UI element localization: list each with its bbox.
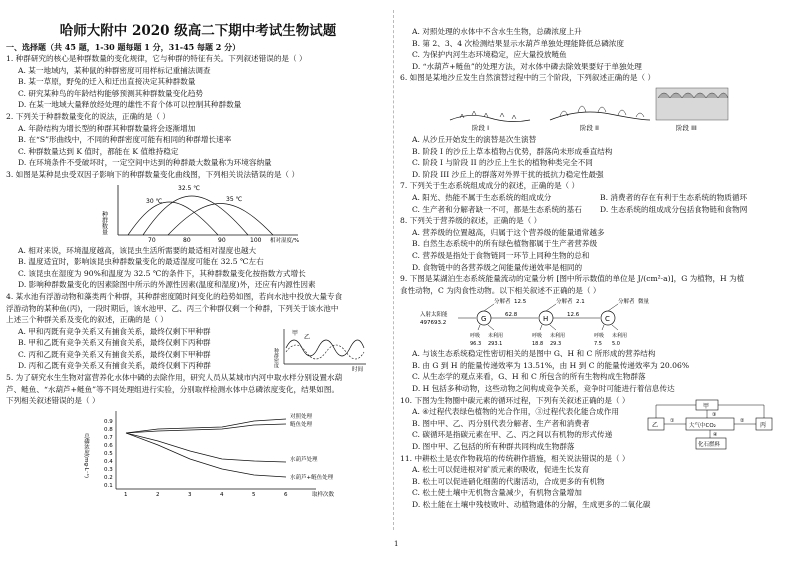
q5-ytick: 0.2 <box>104 474 113 481</box>
flow-value-gh: 62.8 <box>505 312 518 319</box>
q11-option-d: D. 松土能在土壤中残枝败叶、动植物遗体的分解，生成更多的二氧化碳 <box>412 500 651 509</box>
q4-ylabel: 种群密度 <box>273 347 279 368</box>
q5-figure <box>6 407 390 499</box>
q4-xlabel: 时间 <box>352 366 364 373</box>
q4-curve-yi <box>286 345 364 359</box>
stage-3-drawing <box>656 88 728 132</box>
q9-stem-line2: 食性动物，C 为肉食性动物。以下相关叙述不正确的是（ ） <box>400 285 601 295</box>
q5-yticks <box>104 419 113 489</box>
q5-ytick: 0.1 <box>104 482 113 489</box>
q5-xtick: 3 <box>188 491 192 498</box>
q9-figure <box>400 296 788 348</box>
loss-arrow <box>612 325 618 330</box>
q8-option-a: A. 营养级的位置越高，归属于这个营养级的能量通常越多 <box>412 227 605 237</box>
q3-option-b: B. 温度适宜时，影响该昆虫种群数量变化的最适湿度可能在 32.5 ℃左右 <box>18 257 264 267</box>
q6-option-c: C. 阶段 I 与阶段 II 的沙丘上生长的植物种类完全不同 <box>412 158 593 168</box>
shrub-marks <box>560 106 644 117</box>
loss-label: 呼吸 <box>532 333 543 340</box>
stage-1-drawing <box>450 111 530 132</box>
q9-option-a: A. 与该生态系统稳定性密切相关的是图中 G、H 和 C 所形成的营养结构 <box>412 349 656 359</box>
q6-figure <box>400 84 788 134</box>
decomp-label: 分解者 <box>618 299 635 306</box>
loss-arrow <box>478 325 480 330</box>
q4-curve-jia <box>286 340 364 356</box>
q11-option-c: C. 松土使土壤中无机物含量减少，有机物含量增加 <box>412 488 582 498</box>
box-jia-label: 甲 <box>703 403 710 411</box>
loss-arrow <box>550 325 556 330</box>
loss-label: 未利用 <box>488 333 504 340</box>
loss-value: 293.1 <box>488 341 503 348</box>
decomp-label: 分解者 <box>494 299 511 306</box>
q5-xlabel: 取样次数 <box>312 491 335 498</box>
node-c-label: C <box>605 315 610 324</box>
q3-figure <box>6 181 390 245</box>
q5-ytick: 0.9 <box>104 418 113 425</box>
q5-stem-line3: 下列相关叙述错误的是（ ） <box>6 396 100 406</box>
q9-option-b: B. 由 G 到 H 的能量传递效率为 13.51%，由 H 到 C 的能量传递效率为 20.06% <box>412 360 690 370</box>
q5-xtick: 2 <box>156 491 160 498</box>
node-g-label: G <box>481 315 487 324</box>
q2-option-c: C. 种群数量达到 K 值时，都能在 K 值维持稳定 <box>18 146 179 156</box>
q1-option-a: A. 某一地域内，某种鼠的种群密度可用样标记重捕法调查 <box>18 65 211 75</box>
q5-xtick: 4 <box>220 491 224 498</box>
q9-option-c: C. 从生态学的观点来看，G、H 和 C 所包含的所有生物构成生物群落 <box>412 372 646 382</box>
grass-marks <box>460 111 516 119</box>
q9-energy-flow-svg <box>420 296 720 348</box>
q4-stem-line3: 上述三个种群关系及变化的叙述，正确的是（ ） <box>6 315 168 325</box>
decomp-value: 12.5 <box>514 299 527 306</box>
q3-curve-label-30: 30 ℃ <box>146 197 163 205</box>
loss-value: 18.8 <box>532 341 544 348</box>
q2-option-d: D. 在环境条件不受破坏时，一定空间中达到的种群最大数量称为环境容纳量 <box>18 158 272 168</box>
q4-label-jia: 甲 <box>292 329 299 337</box>
box-co2-label: 大气中CO₂ <box>689 423 716 430</box>
q5-series-label: 水葫芦处理 <box>290 456 318 463</box>
q10-carbon-cycle-figure <box>646 398 786 452</box>
loss-value: 96.3 <box>470 341 482 348</box>
q1-option-c: C. 研究某种鸟的年龄结构能够预测其种群数量变化趋势 <box>18 88 204 98</box>
q8-stem: 8. 下列关于营养级的叙述，正确的是（ ） <box>400 216 542 226</box>
q3-option-c: C. 该昆虫在湿度为 90%和温度为 32.5 ℃的条件下，其种群数量变化按指数方式增长 <box>18 268 306 278</box>
q3-tick-100: 100 <box>250 236 262 244</box>
q10-option-d: D. 图中甲、乙包括的所有种群共同构成生物群落 <box>412 442 575 452</box>
q10-stem: 10. 下图为生物圈中碳元素的循环过程，下列有关叙述正确的是（ ） <box>400 395 630 405</box>
q6-stem: 6. 如图是某地沙丘发生自然演替过程中的三个阶段，下列叙述正确的是（ ） <box>400 73 656 83</box>
cycle-mark: ② <box>740 418 745 425</box>
q11-option-b: B. 松土可以促进硝化细菌的代谢活动，合成更多的有机物 <box>412 476 605 486</box>
q5-xtick: 6 <box>284 491 288 498</box>
q4-option-b: B. 甲和乙既有竞争关系又有捕食关系，最终仅剩下丙种群 <box>18 338 211 348</box>
q7-option-d: D. 生态系统的组成成分包括食物链和食物网 <box>600 204 748 214</box>
q1-option-b: B. 某一草原，野兔的迁入和迁出直接决定其种群数量 <box>18 77 196 87</box>
q4-option-d: D. 丙和乙既有竞争关系又有捕食关系，最终仅剩下丙种群 <box>18 361 211 371</box>
q5-xtick: 1 <box>124 491 128 498</box>
q11-stem: 11. 中耕松土是农作物栽培的传统耕作措施，相关说法错误的是（ ） <box>400 453 630 463</box>
decomp-label: 分解者 <box>556 299 573 306</box>
flow-value-hc: 12.6 <box>567 312 580 319</box>
q5-series-label: 鲢鱼处理 <box>290 421 313 428</box>
q4-options-block <box>6 326 390 372</box>
q10-option-b: B. 图中甲、乙、丙分别代表分解者、生产者和消费者 <box>412 418 590 428</box>
q5-ytick: 0.6 <box>104 442 113 449</box>
q4-stem-line2: 浮游动物的某种鱼(丙)，一段时期后，该水池甲、乙、丙三个种群仅剩一个种群，下列关于该水池中 <box>6 303 339 313</box>
q5-line-water-hyacinth <box>126 433 286 462</box>
q5-stem-line1: 5. 为了研究水生生物对富营养化水体中磷的去除作用，研究人员从某城市内河中取水样分别设置水葫 <box>6 373 343 383</box>
loss-label: 呼吸 <box>594 333 605 340</box>
q4-option-c: C. 丙和乙既有竞争关系又有捕食关系，最终仅剩下甲种群 <box>18 349 211 359</box>
q5-xtick: 5 <box>252 491 256 498</box>
loss-arrow <box>488 325 494 330</box>
box-yi-label: 乙 <box>652 422 659 430</box>
q8-option-c: C. 营养级是指处于食物链同一环节上同种生物的总和 <box>412 250 590 260</box>
q5-line-control <box>126 419 286 433</box>
q4-figure <box>274 326 374 372</box>
q10-option-c: C. 碳循环是指碳元素在甲、乙、丙之间以有机物的形式传递 <box>412 430 613 440</box>
loss-arrow <box>602 325 604 330</box>
q3-curve-label-35: 35 ℃ <box>226 195 243 203</box>
decomp-value: 2.1 <box>576 299 585 306</box>
q5-ylabel: 总磷浓度(mg·L⁻¹) <box>83 432 89 478</box>
q7-option-b: B. 消费者的存在有利于生态系统的物质循环 <box>600 192 748 202</box>
q3-tick-70: 70 <box>148 236 156 244</box>
q5-series-label: 对照处理 <box>290 413 313 420</box>
q2-option-a: A. 年龄结构为增长型的种群其种群数量将会逐渐增加 <box>18 123 196 133</box>
right-column <box>400 26 788 511</box>
forest-block <box>656 88 728 120</box>
loss-value: 7.5 <box>594 341 602 348</box>
column-divider <box>393 10 394 530</box>
cycle-mark: ④ <box>713 432 718 439</box>
decomp-arrow <box>608 304 618 311</box>
q1-option-d: D. 在某一地域大量释放经处理的雄性不育个体可以控制其种群数量 <box>18 100 242 110</box>
q6-stages-svg <box>400 84 780 134</box>
cycle-mark: ③ <box>712 412 717 419</box>
q2-option-b: B. 在“S”形曲线中，不同的种群密度可能有相同的种群增长速率 <box>18 135 232 145</box>
q8-option-d: D. 食物链中的各营养级之间能量传递效率是相同的 <box>412 262 583 272</box>
decomp-value: 微量 <box>638 299 650 306</box>
decomp-arrow <box>546 304 556 311</box>
q3-curves-svg <box>98 181 318 245</box>
exam-title: 哈师大附中 2020 级高二下期中考试生物试题 <box>59 23 337 39</box>
q5-xticks <box>124 492 288 498</box>
q5-series-label: 水葫芦+鲢鱼处理 <box>290 474 334 481</box>
q5-ytick: 0.4 <box>104 458 113 465</box>
q9-option-d: D. H 包括多种动物，这些动物之间构成竞争关系，竞争时可能进行着信息传达 <box>412 384 675 394</box>
q10-block <box>400 403 788 452</box>
loss-value: 29.3 <box>550 341 562 348</box>
q5-line-silver-carp <box>126 424 286 433</box>
q5-ytick: 0.3 <box>104 466 113 473</box>
node-h-label: H <box>543 315 549 324</box>
q5-ytick: 0.5 <box>104 450 113 457</box>
q3-curve-label-325: 32.5 ℃ <box>178 184 201 192</box>
q6-option-b: B. 阶段 I 的沙丘上草本植物占优势，群落尚未形成垂直结构 <box>412 146 613 156</box>
page-number: 1 <box>394 540 399 548</box>
loss-label: 未利用 <box>612 333 628 340</box>
q3-xlabel: 相对湿度/% <box>270 237 300 244</box>
q5-stem-line2: 芦、鲢鱼、“水葫芦+鲢鱼”等不同处理组进行实验，分别取样检测水体中总磷浓度变化，结果如图。 <box>6 384 340 394</box>
sand-dune-line <box>450 115 530 121</box>
q4-label-yi: 乙 <box>304 333 311 341</box>
q4-stem-line1: 4. 某水池有浮游动物和藻类两个种群，其种群密度随时间变化的趋势如图，若向水池中投放大量专食 <box>6 291 343 301</box>
q5-ytick: 0.8 <box>104 426 113 433</box>
q6-option-a: A. 从沙丘开始发生的演替是次生演替 <box>412 134 537 144</box>
loss-arrow <box>540 325 542 330</box>
q9-input-label: 入射太阳能 <box>420 312 448 319</box>
q9-input-value: 497693.2 <box>420 320 447 327</box>
loss-label: 呼吸 <box>470 333 481 340</box>
stage-2-drawing <box>550 106 650 132</box>
q5-option-b: B. 第 2、3、4 次检测结果显示水葫芦单独处理能降低总磷浓度 <box>412 38 624 48</box>
q11-option-a: A. 松土可以促进根对矿质元素的吸收，促进生长发育 <box>412 465 590 475</box>
q4-option-a: A. 甲和丙既有竞争关系又有捕食关系，最终仅剩下甲种群 <box>18 326 211 336</box>
q3-option-a: A. 相对来说，环境温度越高，该昆虫生活所需要的最适相对湿度也越大 <box>18 245 257 255</box>
q5-option-d: D. “水葫芦+鲢鱼”的处理方法，对水体中磷去除效果要好于单独处理 <box>412 61 642 71</box>
q6-option-d: D. 阶段 III 沙丘上的群落对外界干扰的抵抗力稳定性最强 <box>412 169 604 179</box>
box-fossil-fuel-label: 化石燃料 <box>698 442 721 449</box>
q5-ytick: 0.7 <box>104 434 113 441</box>
stage-2-label: 阶段 II <box>580 123 599 132</box>
q5-option-c: C. 为保护内河生态环境稳定，应大量投放鲢鱼 <box>412 50 567 60</box>
q3-option-d: D. 影响种群数量变化的因素除图中所示的外源性因素(温度和湿度)外，还应有内源性因素 <box>18 280 316 290</box>
stage-3-label: 阶段 III <box>676 123 697 132</box>
q9-stem-line1: 9. 下图是某湖泊生态系统能量流动的定量分析 [图中所示数值的单位是 J/(cm²·a)]，G 为植物，H 为植 <box>400 274 745 284</box>
q3-stem: 3. 如图是某种昆虫受双因子影响下的种群数量变化曲线图，下列相关说法错误的是（ ） <box>6 169 300 179</box>
q3-tick-80: 80 <box>183 236 191 244</box>
q1-stem: 1. 种群研究的核心是种群数量的变化规律，它与种群的特征有关。下列叙述错误的是（ ） <box>6 54 307 63</box>
q8-option-b: B. 自然生态系统中的所有绿色植物都属于生产者营养级 <box>412 239 598 249</box>
q3-tick-90: 90 <box>218 236 226 244</box>
q2-stem: 2. 下列关于种群数量变化的说法，正确的是（ ） <box>6 111 170 121</box>
cycle-mark: ① <box>670 418 675 425</box>
loss-value: 5.0 <box>612 341 620 348</box>
loss-label: 未利用 <box>550 333 566 340</box>
box-bing-label: 丙 <box>760 422 767 430</box>
q10-option-a: A. ④过程代表绿色植物的光合作用，③过程代表化能合成作用 <box>412 407 619 417</box>
q3-ylabel: 种群数量 <box>100 210 108 235</box>
q7-option-c: C. 生产者和分解者缺一不可，都是生态系统的基石 <box>412 204 582 214</box>
sand-dune-line <box>550 112 650 120</box>
q7-options-row2 <box>400 204 788 216</box>
q7-option-a: A. 阳光、热能不属于生态系统的组成成分 <box>412 192 552 202</box>
section-heading: 一、选择题（共 45 题，1-30 题每题 1 分，31-45 每题 2 分） <box>6 42 241 52</box>
left-column <box>6 0 390 499</box>
q7-stem: 7. 下列关于生态系统组成成分的叙述，正确的是（ ） <box>400 181 580 191</box>
decomp-arrow <box>484 304 494 311</box>
q5-chart-svg <box>76 407 376 499</box>
q7-options-row1 <box>400 192 788 204</box>
q5-option-a: A. 对照处理的水体中不含水生生物，总磷浓度上升 <box>412 27 582 36</box>
stage-1-label: 阶段 I <box>472 123 489 132</box>
